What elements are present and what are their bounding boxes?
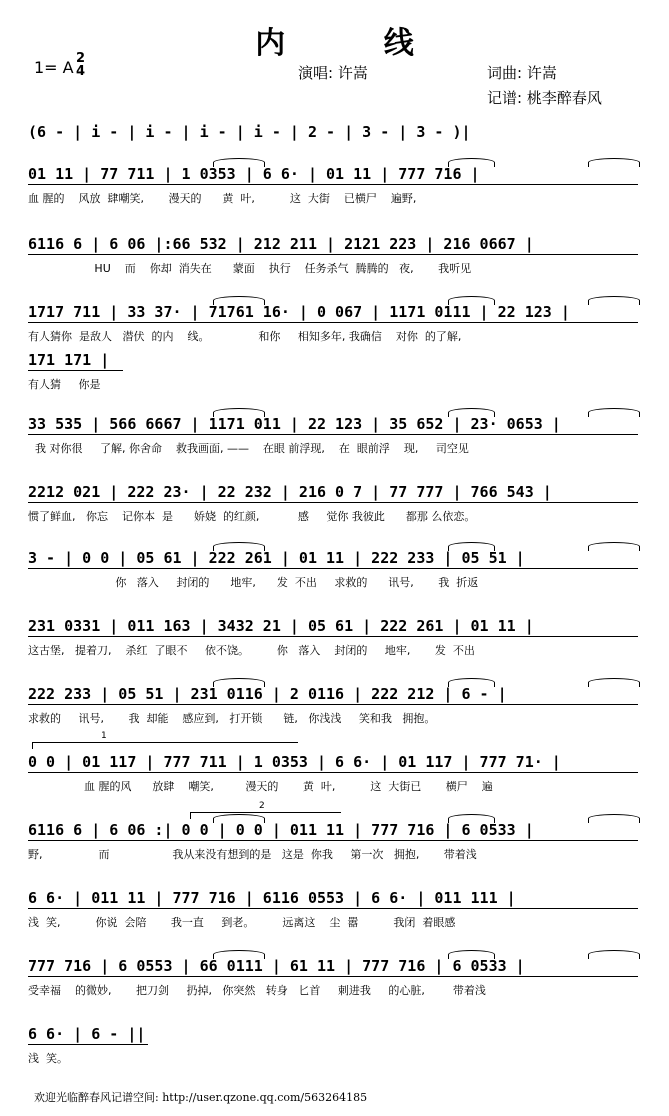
score-line (28, 122, 648, 170)
slur-arc (213, 408, 265, 417)
slur-arc (448, 408, 495, 417)
key-signature: 1= A (34, 58, 74, 77)
slur-arc (213, 296, 265, 305)
notation-line: 2212 021 | 222 23· | 22 232 | 216 0 7 | 77 777 | 766 543 | (28, 483, 552, 501)
slur-arc (448, 296, 495, 305)
score-line (28, 414, 648, 462)
notation-line: 1717 711 | 33 37· | 71761 16· | 0 067 | 1171 0111 | 22 123 | (28, 303, 570, 321)
slur-arc (588, 814, 640, 823)
lyric-line: 浅 笑。 (28, 1052, 68, 1065)
notation-line: 33 535 | 566 6667 | 1171 011 | 22 123 | 35 652 | 23· 0653 | (28, 415, 561, 433)
lyric-line: 浅 笑, 你说 会陪 我一直 到老。 远离这 尘 嚣 我闭 着眼感 (28, 916, 456, 929)
slur-arc (588, 408, 640, 417)
notation-line: 3 - | 0 0 | 05 61 | 222 261 | 01 11 | 222 233 | 05 51 | (28, 549, 525, 567)
score-line (28, 482, 648, 530)
slur-arc (448, 950, 495, 959)
slur-arc (213, 678, 265, 687)
lyric-line: 求救的 讯号, 我 却能 感应到, 打开锁 链, 你浅浅 笑和我 拥抱。 (28, 712, 436, 725)
composer-credit: 词曲: 许嵩 (487, 64, 557, 82)
beam-underline (28, 568, 638, 573)
slur-arc (588, 678, 640, 687)
lyric-line: 惯了鲜血, 你忘 记你本 是 娇娆 的红颜, 感 觉你 我彼此 都那 么依恋。 (28, 510, 476, 523)
score-line (28, 616, 648, 664)
notation-line: 6 6· | 6 - || (28, 1025, 146, 1043)
score-line (28, 164, 648, 212)
score-line (28, 350, 648, 398)
lyric-line: 血 腥的风 放肆 嘲笑, 漫天的 黄 叶, 这 大街已 横尸 遍 (28, 780, 493, 793)
slur-arc (588, 296, 640, 305)
footer-credit: 欢迎光临醉春风记谱空间: http://user.qzone.qq.com/563264185 (34, 1091, 368, 1104)
lyric-line: 有人猜 你是 (28, 378, 101, 391)
beam-underline (28, 254, 638, 259)
score-line (28, 752, 648, 800)
singer-credit: 演唱: 许嵩 (298, 64, 368, 82)
slur-arc (213, 542, 265, 551)
lyric-line: HU 而 你却 消失在 蒙面 执行 任务杀气 腾腾的 夜, 我听见 (28, 262, 472, 275)
notation-line: (6 - | i - | i - | i - | i - | 2 - | 3 - | 3 - )| (28, 123, 471, 141)
second-ending-number: 2 (259, 801, 265, 811)
beam-underline (28, 1044, 148, 1049)
score-line (28, 1024, 648, 1072)
beam-underline (28, 370, 123, 375)
lyric-line: 野, 而 我从来没有想到的是 这是 你我 第一次 拥抱, 带着浅 (28, 848, 477, 861)
beam-underline (28, 908, 638, 913)
lyric-line: 这古堡, 提着刀, 杀红 了眼不 依不饶。 你 落入 封闭的 地牢, 发 不出 (28, 644, 475, 657)
lyric-line: 有人猜你 是敌人 潜伏 的内 线。 和你 相知多年, 我确信 对你 的了解, (28, 330, 462, 343)
time-signature-top: 2 (76, 51, 86, 66)
slur-arc (448, 814, 495, 823)
beam-underline (28, 636, 638, 641)
beam-underline (28, 772, 638, 777)
score-line (28, 302, 648, 350)
score-line (28, 684, 648, 732)
score-line (28, 548, 648, 596)
notation-line: 777 716 | 6 0553 | 66 0111 | 61 11 | 777 716 | 6 0533 | (28, 957, 525, 975)
notation-line: 6 6· | 011 11 | 777 716 | 6116 0553 | 6 6· | 011 111 | (28, 889, 516, 907)
notation-line: 6116 6 | 6 06 :| 0 0 | 0 0 | 011 11 | 777 716 | 6 0533 | (28, 821, 534, 839)
slur-arc (213, 158, 265, 167)
slur-arc (213, 950, 265, 959)
notation-line: 231 0331 | 011 163 | 3432 21 | 05 61 | 222 261 | 01 11 | (28, 617, 534, 635)
beam-underline (28, 704, 638, 709)
slur-arc (588, 542, 640, 551)
notation-line: 6116 6 | 6 06 |:66 532 | 212 211 | 2121 223 | 216 0667 | (28, 235, 534, 253)
notation-line: 01 11 | 77 711 | 1 0353 | 6 6· | 01 11 | 777 716 | (28, 165, 480, 183)
score-line (28, 820, 648, 868)
time-signature-bottom: 4 (76, 64, 86, 79)
notation-line: 0 0 | 01 117 | 777 711 | 1 0353 | 6 6· | 01 117 | 777 71· | (28, 753, 561, 771)
beam-underline (28, 502, 638, 507)
slur-arc (448, 542, 495, 551)
score-line (28, 956, 648, 1004)
transcriber-credit: 记谱: 桃李醉春风 (487, 89, 602, 107)
slur-arc (588, 158, 640, 167)
beam-underline (28, 840, 638, 845)
second-ending-bracket (190, 801, 341, 819)
lyric-line: 血 腥的 风放 肆嘲笑, 漫天的 黄 叶, 这 大街 已横尸 遍野, (28, 192, 417, 205)
song-title: 内 线 (255, 26, 458, 61)
slur-arc (448, 158, 495, 167)
slur-arc (448, 678, 495, 687)
lyric-line: 受幸福 的微妙, 把刀剑 扔掉, 你突然 转身 匕首 刺进我 的心脏, 带着浅 (28, 984, 486, 997)
first-ending-number: 1 (101, 731, 107, 741)
time-signature (76, 52, 85, 78)
first-ending-bracket (32, 731, 298, 749)
lyric-line: 你 落入 封闭的 地牢, 发 不出 求救的 讯号, 我 折返 (28, 576, 479, 589)
beam-underline (28, 434, 638, 439)
beam-underline (28, 184, 638, 189)
slur-arc (588, 950, 640, 959)
lyric-line: 我 对你很 了解, 你舍命 救我画面, —— 在眼 前浮现, 在 眼前浮 现, 司空见 (28, 442, 469, 455)
beam-underline (28, 322, 638, 327)
notation-line: 222 233 | 05 51 | 231 0116 | 2 0116 | 222 212 | 6 - | (28, 685, 507, 703)
beam-underline (28, 976, 638, 981)
notation-line: 171 171 | (28, 351, 110, 369)
score-line (28, 234, 648, 282)
score-line (28, 888, 648, 936)
